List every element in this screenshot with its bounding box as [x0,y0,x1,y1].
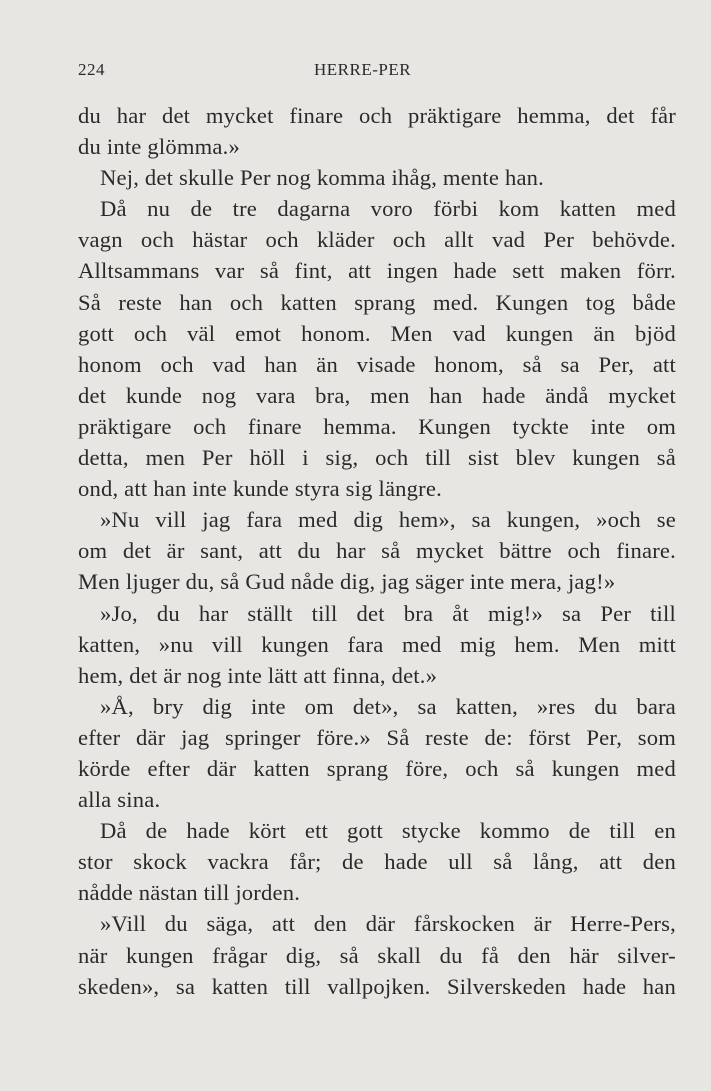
text-line: stor skock vackra får; de hade ull så lång, att den [78,849,676,875]
text-line: »Nu vill jag fara med dig hem», sa kungen, »och se [100,507,676,533]
text-line: alla sina. [78,787,161,813]
page-number: 224 [78,60,105,79]
running-title: HERRE-PER [314,60,412,79]
text-line: efter där jag springer före.» Så reste de: först Per, som [78,724,676,750]
page-header [78,60,676,84]
text-line: nådde nästan till jorden. [78,880,301,906]
text-line: gott och väl emot honom. Men vad kungen än bjöd [78,320,676,346]
text-line: katten, »nu vill kungen fara med mig hem. Men mitt [78,631,676,657]
text-line: Då nu de tre dagarna voro förbi kom katten med [100,196,676,222]
text-line: du inte glömma.» [78,134,240,160]
text-line: Alltsammans var så fint, att ingen hade sett maken förr. [78,258,676,284]
text-line: »Å, bry dig inte om det», sa katten, »res du bara [100,693,676,719]
text-line: präktigare och finare hemma. Kungen tyckte inte om [78,413,676,439]
text-line: Men ljuger du, så Gud nåde dig, jag säger inte mera, jag!» [78,569,616,595]
text-line: du har det mycket finare och präktigare hemma, det får [78,103,676,128]
text-line: skeden», sa katten till vallpojken. Silverskeden hade han [78,973,676,999]
text-line: ond, att han inte kunde styra sig längre. [78,476,442,502]
text-line: det kunde nog vara bra, men han hade ändå mycket [78,382,676,408]
text-line: honom och vad han än visade honom, så sa Per, att [78,351,676,377]
text-line: »Vill du säga, att den där fårskocken är Herre-Pers, [100,911,676,937]
text-line: vagn och hästar och kläder och allt vad Per behövde. [78,227,676,253]
text-line: »Jo, du har ställt till det bra åt mig!» sa Per till [100,600,676,626]
text-line: körde efter där katten sprang före, och så kungen med [78,755,676,781]
text-line: när kungen frågar dig, så skall du få den här silver- [78,942,676,968]
text-line: Så reste han och katten sprang med. Kungen tog både [78,289,676,315]
text-line: hem, det är nog inte lätt att finna, det.» [78,662,438,688]
text-line: om det är sant, att du har så mycket bättre och finare. [78,538,676,564]
body-text [78,100,676,1002]
text-line: Nej, det skulle Per nog komma ihåg, mente han. [100,165,545,191]
text-line: detta, men Per höll i sig, och till sist blev kungen så [78,445,676,471]
text-line: Då de hade kört ett gott stycke kommo de till en [100,818,676,844]
